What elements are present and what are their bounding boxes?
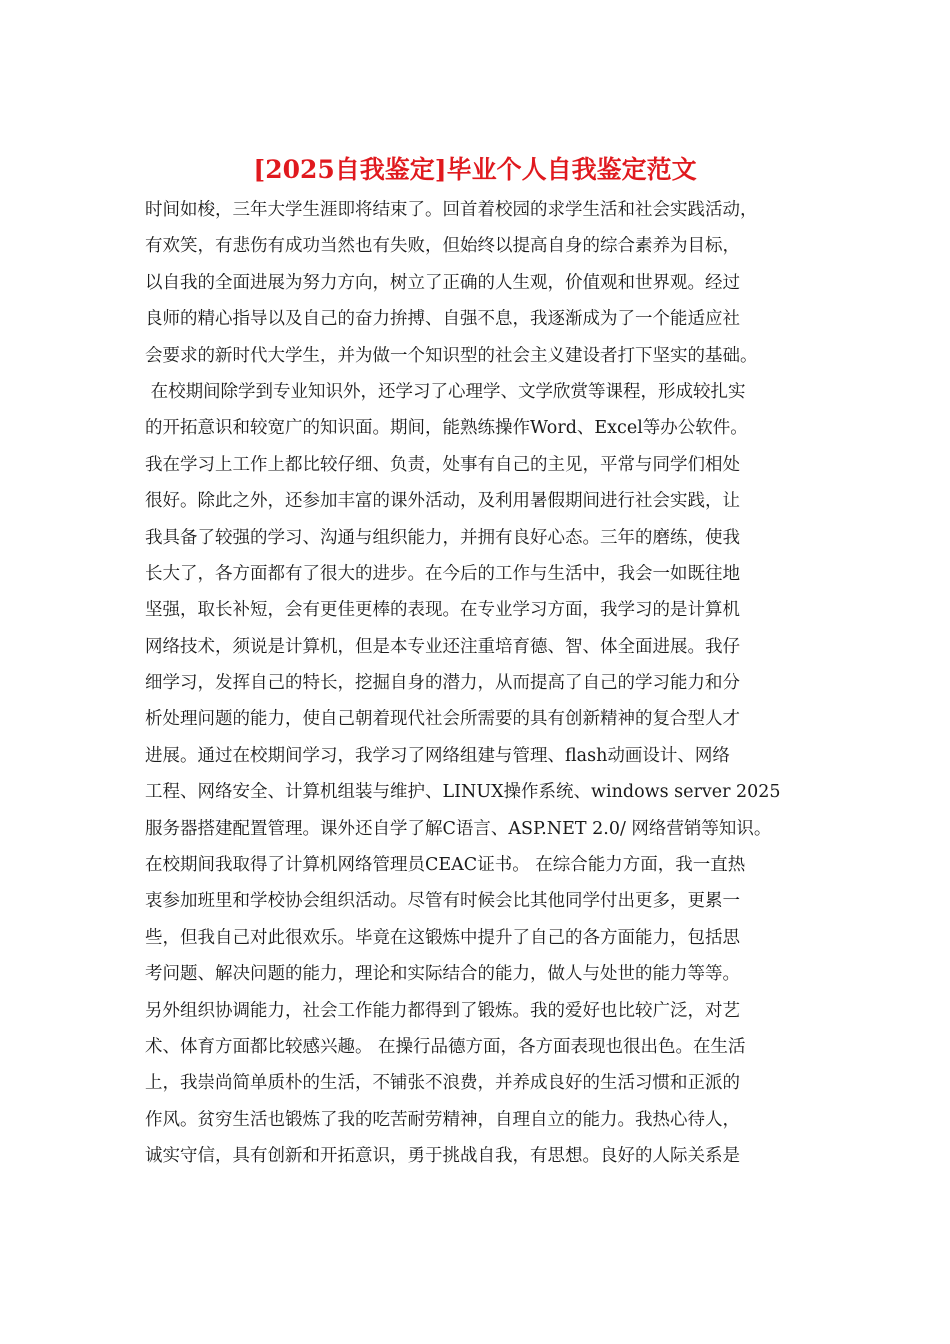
body-line: 坚强，取长补短，会有更佳更棒的表现。在专业学习方面，我学习的是计算机 xyxy=(145,600,740,621)
body-line: 另外组织协调能力，社会工作能力都得到了锻炼。我的爱好也比较广泛，对艺 xyxy=(145,1000,740,1021)
body-line: 作风。贫穷生活也锻炼了我的吃苦耐劳精神，自理自立的能力。我热心待人， xyxy=(145,1109,740,1130)
body-line: 工程、网络安全、计算机组装与维护、LINUX操作系统、windows server 2025 xyxy=(145,782,781,803)
body-line: 长大了，各方面都有了很大的进步。在今后的工作与生活中，我会一如既往地 xyxy=(145,563,740,584)
body-line: 以自我的全面进展为努力方向，树立了正确的人生观，价值观和世界观。经过 xyxy=(145,272,740,293)
body-line: 在校期间我取得了计算机网络管理员CEAC证书。 在综合能力方面，我一直热 xyxy=(145,855,746,876)
body-line: 时间如梭，三年大学生涯即将结束了。回首着校园的求学生活和社会实践活动， xyxy=(145,200,758,220)
body-line: 良师的精心指导以及自己的奋力拚搏、自强不息，我逐渐成为了一个能适应社 xyxy=(145,309,740,330)
body-line: 很好。除此之外，还参加丰富的课外活动，及利用暑假期间进行社会实践，让 xyxy=(145,491,740,512)
body-line: 在校期间除学到专业知识外，还学习了心理学、文学欣赏等课程，形成较扎实 xyxy=(145,381,746,402)
body-line: 术、体育方面都比较感兴趣。 在操行品德方面，各方面表现也很出色。在生活 xyxy=(145,1036,746,1057)
body-line: 有欢笑，有悲伤有成功当然也有失败，但始终以提高自身的综合素养为目标， xyxy=(145,236,740,257)
body-line: 析处理问题的能力，使自己朝着现代社会所需要的具有创新精神的复合型人才 xyxy=(145,709,740,730)
body-line: 上，我崇尚简单质朴的生活，不铺张不浪费，并养成良好的生活习惯和正派的 xyxy=(145,1073,740,1094)
body-line: 诚实守信，具有创新和开拓意识，勇于挑战自我，有思想。良好的人际关系是 xyxy=(145,1146,740,1167)
body-line: 衷参加班里和学校协会组织活动。尽管有时候会比其他同学付出更多，更累一 xyxy=(145,891,740,912)
body-line: 进展。通过在校期间学习，我学习了网络组建与管理、flash动画设计、网络 xyxy=(145,745,730,766)
body-line: 考问题、解决问题的能力，理论和实际结合的能力，做人与处世的能力等等。 xyxy=(145,964,740,985)
body-line: 服务器搭建配置管理。课外还自学了解C语言、ASP.NET 2.0/ 网络营销等知识。 xyxy=(145,818,772,839)
document-title: [2025自我鉴定]毕业个人自我鉴定范文 xyxy=(253,155,697,184)
body-line: 细学习，发挥自己的特长，挖掘自身的潜力，从而提高了自己的学习能力和分 xyxy=(145,673,740,694)
body-line: 些，但我自己对此很欢乐。毕竟在这锻炼中提升了自己的各方面能力，包括思 xyxy=(145,927,740,948)
body-line: 网络技术，须说是计算机，但是本专业还注重培育德、智、体全面进展。我仔 xyxy=(145,636,740,657)
body-line: 的开拓意识和较宽广的知识面。期间，能熟练操作Word、Excel等办公软件。 xyxy=(145,418,748,439)
body-line: 会要求的新时代大学生，并为做一个知识型的社会主义建设者打下坚实的基础。 xyxy=(145,345,758,366)
document-body xyxy=(145,192,825,1175)
body-line: 我具备了较强的学习、沟通与组织能力，并拥有良好心态。三年的磨练，使我 xyxy=(145,527,740,548)
body-line: 我在学习上工作上都比较仔细、负责，处事有自己的主见，平常与同学们相处 xyxy=(145,454,740,475)
